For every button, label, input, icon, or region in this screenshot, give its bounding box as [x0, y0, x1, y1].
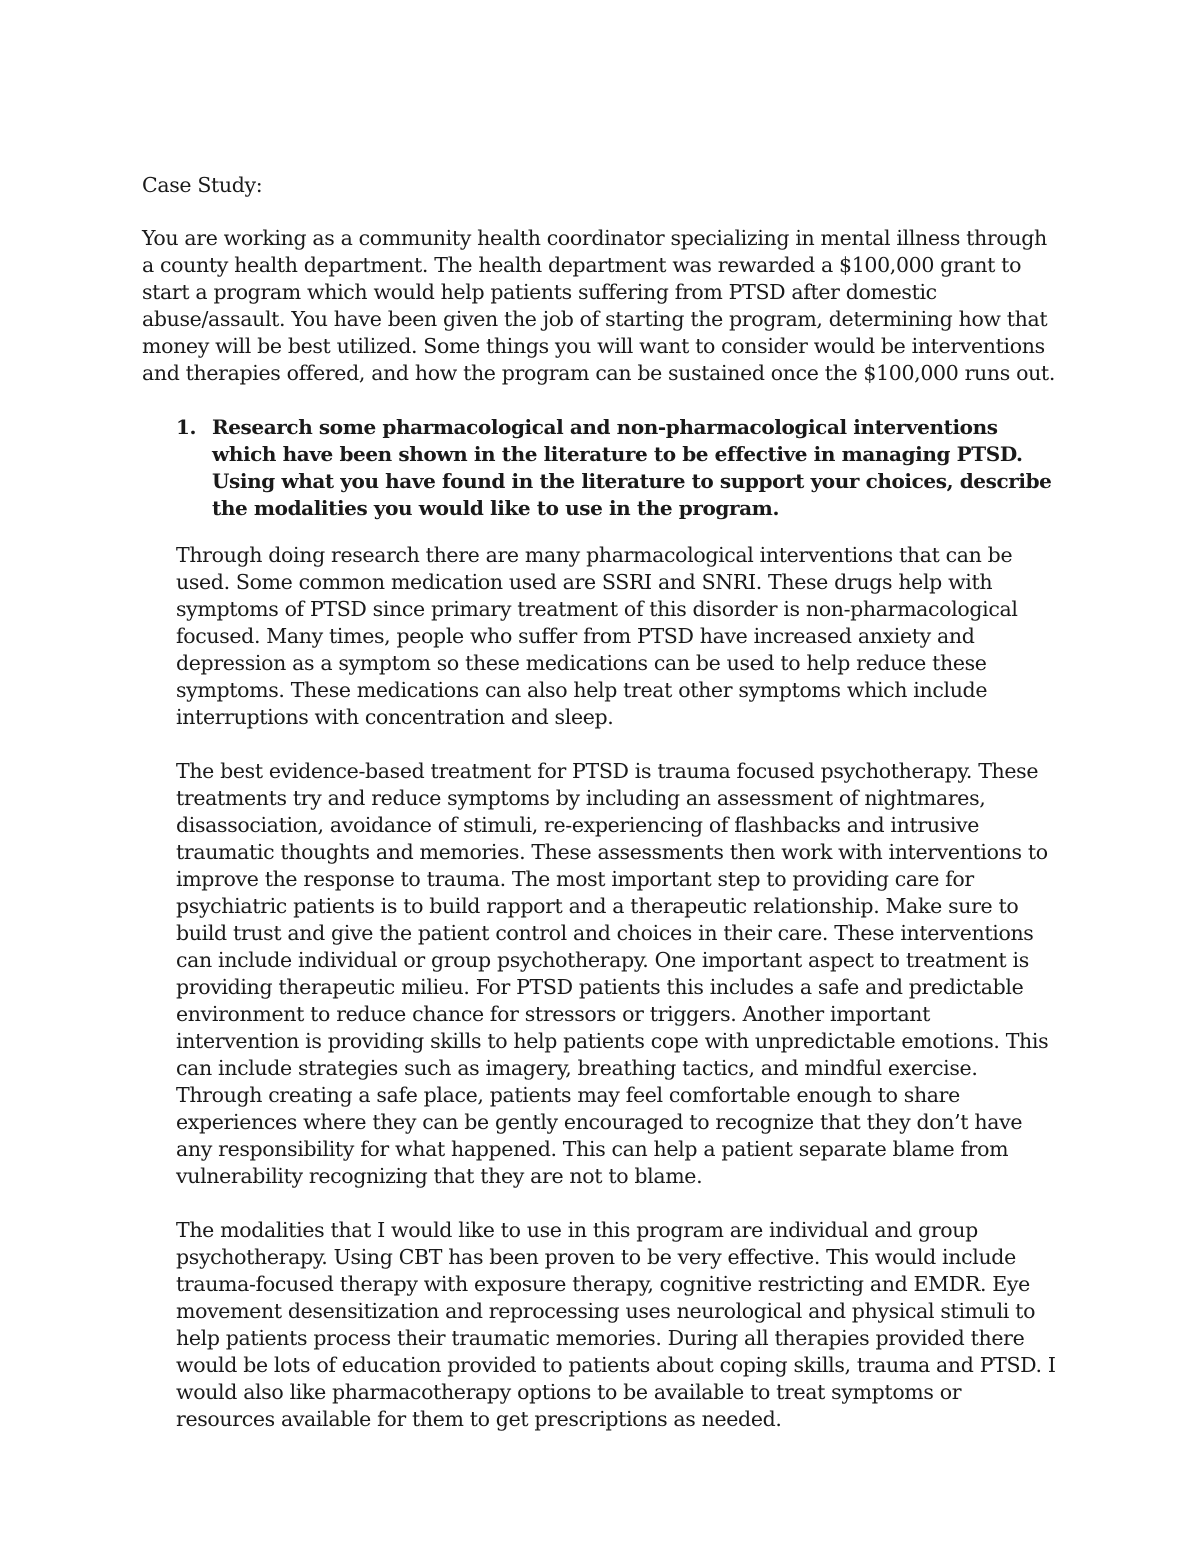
document-page [142, 172, 1072, 1460]
intro-paragraph: You are working as a community health coordinator specializing in mental illness through a county health department. The health department was rewarded a $100,000 grant to start a program which would help patients suffering from PTSD after domestic abuse/assault. You have been given the job of starting the program, determining how that money will be best utilized. Some things you will want to consider would be interventions and therapies offered, and how the program can be sustained once the $100,000 runs out. [142, 226, 1055, 385]
case-study-heading: Case Study: [142, 173, 263, 197]
question-number: 1. [176, 415, 197, 439]
answer-paragraph-pharmacological: Through doing research there are many pharmacological interventions that can be used. Some common medication used are SSRI and SNRI. These drugs help with symptoms of PTSD since primary treatment of this disorder is non-pharmacological focused. Many times, people who suffer from PTSD have increased anxiety and depression as a symptom so these medications can be used to help reduce these symptoms. These medications can also help treat other symptoms which include interruptions with concentration and sleep. [176, 543, 1018, 729]
question-text: Research some pharmacological and non-pharmacological interventions which have been shown in the literature to be effective in managing PTSD. Using what you have found in the literature to support your choices, describe the modalities you would like to use in the program. [212, 415, 1052, 520]
answer-paragraph-modalities: The modalities that I would like to use in this program are individual and group psychotherapy. Using CBT has been proven to be very effective. This would include trauma-focused therapy with exposure therapy, cognitive restricting and EMDR. Eye movement desensitization and reprocessing uses neurological and physical stimuli to help patients process their traumatic memories. During all therapies provided there would be lots of education provided to patients about coping skills, trauma and PTSD. I would also like pharmacotherapy options to be available to treat symptoms or resources available for them to get prescriptions as needed. [176, 1218, 1056, 1431]
question-item [142, 414, 1072, 522]
answer-paragraph-psychotherapy: The best evidence-based treatment for PTSD is trauma focused psychotherapy. These treatments try and reduce symptoms by including an assessment of nightmares, disassociation, avoidance of stimuli, re-experiencing of flashbacks and intrusive traumatic thoughts and memories. These assessments then work with interventions to improve the response to trauma. The most important step to providing care for psychiatric patients is to build rapport and a therapeutic relationship. Make sure to build trust and give the patient control and choices in their care. These interventions can include individual or group psychotherapy. One important aspect to treatment is providing therapeutic milieu. For PTSD patients this includes a safe and predictable environment to reduce chance for stressors or triggers. Another important intervention is providing skills to help patients cope with unpredictable emotions. This can include strategies such as imagery, breathing tactics, and mindful exercise. Through creating a safe place, patients may feel comfortable enough to share experiences where they can be gently encouraged to recognize that they don’t have any responsibility for what happened. This can help a patient separate blame from vulnerability recognizing that they are not to blame. [176, 759, 1049, 1188]
